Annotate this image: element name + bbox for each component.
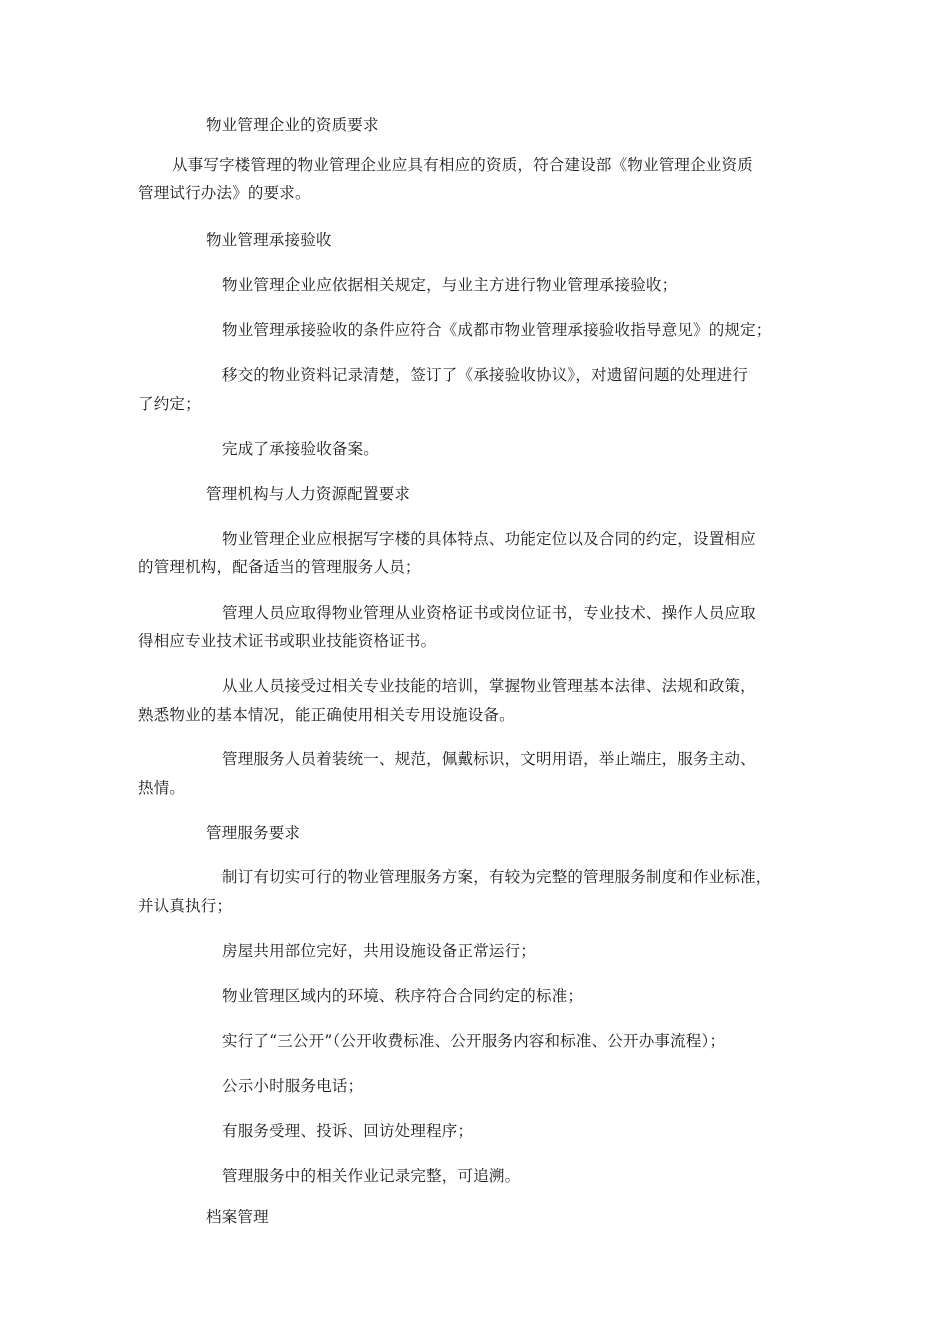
paragraph-line: 物业管理区域内的环境、秩序符合合同约定的标准；	[222, 987, 584, 1005]
paragraph-line: 有服务受理、投诉、回访处理程序；	[222, 1122, 474, 1140]
paragraph-line: 房屋共用部位完好，共用设施设备正常运行；	[222, 942, 537, 960]
paragraph-line: 完成了承接验收备案。	[222, 440, 380, 458]
paragraph-line: 物业管理企业应根据写字楼的具体特点、功能定位以及合同的约定，设置相应	[222, 530, 756, 548]
paragraph-line: 并认真执行；	[138, 897, 233, 915]
paragraph-line: 的管理机构，配备适当的管理服务人员；	[138, 558, 421, 576]
paragraph-line: 了约定；	[138, 395, 201, 413]
paragraph-line: 从事写字楼管理的物业管理企业应具有相应的资质，符合建设部《物业管理企业资质	[172, 156, 753, 174]
section-heading-qualification: 物业管理企业的资质要求	[206, 116, 379, 134]
paragraph-line: 公示小时服务电话；	[222, 1077, 364, 1095]
section-heading-handover: 物业管理承接验收	[206, 231, 332, 249]
paragraph-line: 管理服务人员着装统一、规范，佩戴标识，文明用语，举止端庄，服务主动、	[222, 750, 756, 768]
paragraph-line: 管理试行办法》的要求。	[138, 184, 311, 202]
paragraph-line: 熟悉物业的基本情况，能正确使用相关专用设施设备。	[138, 706, 515, 724]
paragraph-line: 热情。	[138, 779, 186, 797]
section-heading-staffing: 管理机构与人力资源配置要求	[206, 485, 411, 503]
paragraph-line: 物业管理承接验收的条件应符合《成都市物业管理承接验收指导意见》的规定；	[222, 321, 772, 339]
section-heading-archives: 档案管理	[206, 1208, 269, 1226]
paragraph-line: 实行了“三公开”（公开收费标准、公开服务内容和标准、公开办事流程）；	[222, 1032, 726, 1050]
paragraph-line: 从业人员接受过相关专业技能的培训，掌握物业管理基本法律、法规和政策，	[222, 677, 756, 695]
paragraph-line: 移交的物业资料记录清楚，签订了《承接验收协议》，对遗留问题的处理进行	[222, 366, 749, 384]
paragraph-line: 物业管理企业应依据相关规定，与业主方进行物业管理承接验收；	[222, 276, 678, 294]
paragraph-line: 管理服务中的相关作业记录完整，可追溯。	[222, 1167, 521, 1185]
paragraph-line: 制订有切实可行的物业管理服务方案，有较为完整的管理服务制度和作业标准，	[222, 868, 772, 886]
section-heading-service: 管理服务要求	[206, 824, 301, 842]
paragraph-line: 管理人员应取得物业管理从业资格证书或岗位证书，专业技术、操作人员应取	[222, 604, 756, 622]
paragraph-line: 得相应专业技术证书或职业技能资格证书。	[138, 632, 437, 650]
